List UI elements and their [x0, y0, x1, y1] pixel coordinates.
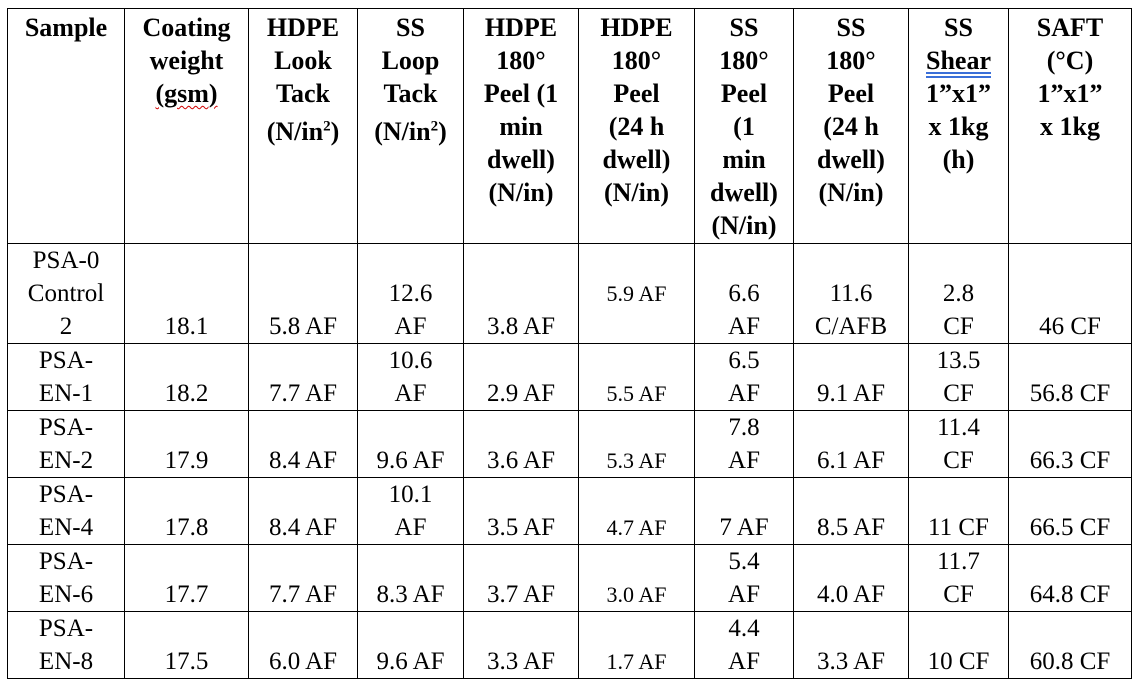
cell-value: 18.2 [164, 380, 209, 407]
cell-line: EN-8 [38, 648, 94, 675]
cell-line: CF [943, 380, 974, 407]
cell-sample [8, 411, 125, 478]
cell-value: 17.9 [164, 447, 209, 474]
cell-ss-shear [909, 344, 1009, 411]
cell-line: 12.6 [388, 280, 433, 307]
cell-value: 5.3 AF [606, 448, 667, 473]
cell-value: 3.5 AF [486, 514, 556, 541]
header-line: (N/in) [818, 178, 884, 207]
column-header-coating-weight [125, 9, 249, 244]
header-line: Coating [142, 13, 231, 42]
cell-value: 8.4 AF [268, 447, 338, 474]
cell-coating-weight [125, 478, 249, 545]
header-line: 180° [496, 46, 546, 75]
header-line: HDPE [266, 13, 340, 42]
column-header-hdpe-peel-24h [579, 9, 695, 244]
cell-value: 18.1 [164, 313, 209, 340]
header-line: Sample [24, 13, 108, 42]
cell-value: 2.9 AF [486, 380, 556, 407]
cell-line: 11.6 [829, 280, 873, 307]
table-row [8, 344, 1132, 411]
cell-line: PSA- [38, 481, 94, 508]
header-line: (°C) [1046, 46, 1094, 75]
cell-line: PSA- [38, 548, 94, 575]
header-line: (N/in) [711, 211, 777, 240]
header-line: $(N/in^2)$ [374, 116, 447, 146]
cell-saft [1009, 545, 1132, 612]
column-header-ss-peel-1min [695, 9, 794, 244]
cell-line: 7 AF [719, 514, 769, 541]
cell-value: 3.7 AF [486, 581, 556, 608]
cell-hdpe-peel-1min [464, 411, 579, 478]
cell-ss-peel-24h [794, 545, 909, 612]
cell-saft [1009, 612, 1132, 679]
header-line: HDPE [484, 13, 558, 42]
cell-hdpe-look-tack [249, 478, 358, 545]
cell-hdpe-peel-24h [579, 411, 695, 478]
cell-line: PSA- [38, 615, 94, 642]
cell-hdpe-peel-1min [464, 612, 579, 679]
cell-hdpe-look-tack [249, 411, 358, 478]
cell-coating-weight [125, 344, 249, 411]
cell-line: 3.3 AF [816, 648, 886, 675]
cell-line: AF [728, 447, 760, 474]
cell-saft [1009, 244, 1132, 344]
table-body [8, 244, 1132, 679]
cell-line: 8.5 AF [816, 514, 886, 541]
cell-line: 9.6 AF [376, 648, 445, 675]
cell-hdpe-peel-1min [464, 545, 579, 612]
cell-sample [8, 478, 125, 545]
header-line: 1”x1” [926, 79, 991, 108]
cell-coating-weight [125, 545, 249, 612]
header-line: dwell) [602, 145, 671, 174]
header-line: x 1kg [1040, 112, 1100, 141]
cell-line: 11.7 [937, 548, 980, 575]
header-line: 180° [826, 46, 876, 75]
cell-line: AF [728, 380, 760, 407]
cell-sample [8, 545, 125, 612]
table-row [8, 411, 1132, 478]
column-header-hdpe-peel-1min [464, 9, 579, 244]
cell-line: 8.3 AF [376, 581, 445, 608]
cell-line: 10 CF [927, 648, 990, 675]
cell-ss-peel-24h [794, 612, 909, 679]
header-line: (24 h [608, 112, 665, 141]
cell-line: CF [943, 313, 974, 340]
cell-hdpe-peel-1min [464, 478, 579, 545]
table-row [8, 612, 1132, 679]
cell-hdpe-peel-24h [579, 612, 695, 679]
cell-ss-loop-tack [358, 478, 464, 545]
cell-ss-shear [909, 244, 1009, 344]
header-line: SS [836, 13, 866, 42]
header-line: Look [274, 46, 332, 75]
cell-line: 11.4 [937, 414, 980, 441]
cell-line: 9.1 AF [816, 380, 886, 407]
header-line: Peel [827, 79, 875, 108]
cell-ss-loop-tack [358, 244, 464, 344]
cell-value: 46 CF [1039, 313, 1101, 340]
cell-value: 66.3 CF [1029, 447, 1111, 474]
header-line: SS [944, 13, 973, 42]
cell-hdpe-peel-24h [579, 344, 695, 411]
cell-sample [8, 612, 125, 679]
table-row [8, 478, 1132, 545]
cell-ss-peel-1min [695, 411, 794, 478]
cell-value: 3.0 AF [606, 582, 667, 607]
cell-value: 66.5 CF [1029, 514, 1111, 541]
cell-ss-peel-24h [794, 411, 909, 478]
cell-line: AF [394, 380, 427, 407]
cell-value: 5.8 AF [268, 313, 338, 340]
cell-line: 4.0 AF [816, 581, 886, 608]
cell-saft [1009, 344, 1132, 411]
cell-sample [8, 344, 125, 411]
cell-saft [1009, 411, 1132, 478]
column-header-ss-shear [909, 9, 1009, 244]
cell-ss-loop-tack [358, 545, 464, 612]
cell-coating-weight [125, 244, 249, 344]
header-line: Shear [926, 46, 991, 75]
cell-value: 5.5 AF [606, 381, 667, 406]
cell-line: 7.8 [728, 414, 760, 441]
cell-value: 3.3 AF [486, 648, 556, 675]
cell-value: 17.7 [164, 581, 209, 608]
header-line: Tack [276, 79, 330, 108]
header-line: weight [149, 46, 224, 75]
cell-line: PSA- [38, 347, 94, 374]
cell-value: 7.7 AF [268, 380, 338, 407]
cell-hdpe-peel-24h [579, 478, 695, 545]
cell-line: CF [943, 581, 974, 608]
column-header-ss-peel-24h [794, 9, 909, 244]
cell-ss-peel-24h [794, 344, 909, 411]
cell-coating-weight [125, 612, 249, 679]
cell-hdpe-peel-1min [464, 344, 579, 411]
column-header-ss-loop-tack [358, 9, 464, 244]
cell-ss-loop-tack [358, 612, 464, 679]
cell-line: 6.5 [728, 347, 760, 374]
header-line: Tack [383, 79, 438, 108]
cell-hdpe-peel-1min [464, 244, 579, 344]
header-line: (24 h [823, 112, 879, 141]
header-line: Peel [720, 79, 768, 108]
adhesive-properties-table [7, 8, 1132, 679]
cell-line: PSA- [38, 414, 94, 441]
cell-ss-peel-1min [695, 545, 794, 612]
cell-line: AF [394, 514, 427, 541]
cell-hdpe-look-tack [249, 545, 358, 612]
cell-line: 6.1 AF [816, 447, 886, 474]
cell-line: 4.4 [728, 615, 760, 642]
header-line: min [499, 112, 543, 141]
cell-ss-shear [909, 612, 1009, 679]
cell-ss-peel-1min [695, 344, 794, 411]
cell-line: EN-2 [38, 447, 94, 474]
cell-line: 11 CF [928, 514, 989, 541]
cell-line: 10.1 [388, 481, 433, 508]
cell-value: 17.8 [164, 514, 209, 541]
cell-value: 60.8 CF [1029, 648, 1111, 675]
column-header-hdpe-look-tack [249, 9, 358, 244]
cell-line: 10.6 [388, 347, 433, 374]
header-line: (gsm) [155, 79, 218, 108]
cell-ss-peel-24h [794, 478, 909, 545]
cell-hdpe-look-tack [249, 612, 358, 679]
header-line: Peel (1 [483, 79, 559, 108]
cell-hdpe-look-tack [249, 244, 358, 344]
cell-hdpe-look-tack [249, 344, 358, 411]
cell-saft [1009, 478, 1132, 545]
cell-line: 2 [59, 313, 73, 340]
header-line: SS [396, 13, 425, 42]
cell-line: 2.8 [942, 280, 975, 307]
header-line: (1 [733, 112, 755, 141]
cell-line: Control [27, 280, 105, 307]
cell-ss-loop-tack [358, 411, 464, 478]
header-line: dwell) [710, 178, 778, 207]
header-row [8, 9, 1132, 244]
cell-value: 3.8 AF [486, 313, 556, 340]
cell-line: AF [728, 648, 760, 675]
header-line: x 1kg [928, 112, 989, 141]
cell-ss-shear [909, 411, 1009, 478]
cell-value: 7.7 AF [268, 581, 338, 608]
column-header-sample [8, 9, 125, 244]
header-line: HDPE [600, 13, 673, 42]
header-line: $(N/in^2)$ [266, 116, 340, 146]
header-line: dwell) [817, 145, 885, 174]
header-line: dwell) [487, 145, 555, 174]
cell-ss-peel-1min [695, 478, 794, 545]
cell-value: 17.5 [164, 648, 209, 675]
cell-coating-weight [125, 411, 249, 478]
header-line: (h) [942, 145, 975, 174]
cell-line: C/AFB [814, 313, 888, 340]
cell-hdpe-peel-24h [579, 244, 695, 344]
header-line: Peel [613, 79, 660, 108]
header-line: (N/in) [604, 178, 669, 207]
cell-line: AF [728, 313, 760, 340]
cell-value: 3.6 AF [486, 447, 556, 474]
header-line: 180° [611, 46, 662, 75]
cell-ss-peel-1min [695, 244, 794, 344]
cell-hdpe-peel-24h [579, 545, 695, 612]
header-line: 180° [719, 46, 769, 75]
header-line: Loop [381, 46, 440, 75]
cell-value: 6.0 AF [268, 648, 338, 675]
cell-value: 4.7 AF [606, 515, 667, 540]
cell-ss-peel-24h [794, 244, 909, 344]
cell-line: PSA-0 [32, 247, 100, 274]
cell-line: 5.4 [728, 548, 760, 575]
cell-line: EN-4 [38, 514, 94, 541]
cell-line: 9.6 AF [376, 447, 445, 474]
cell-line: CF [943, 447, 974, 474]
cell-line: AF [728, 581, 760, 608]
cell-line: 13.5 [936, 347, 981, 374]
cell-value: 5.9 AF [606, 281, 667, 306]
cell-line: 6.6 [728, 280, 760, 307]
column-header-saft [1009, 9, 1132, 244]
cell-ss-loop-tack [358, 344, 464, 411]
cell-ss-peel-1min [695, 612, 794, 679]
cell-line: AF [394, 313, 427, 340]
cell-ss-shear [909, 478, 1009, 545]
table-row [8, 244, 1132, 344]
cell-value: 1.7 AF [606, 649, 667, 674]
table-row [8, 545, 1132, 612]
cell-line: EN-1 [38, 380, 94, 407]
cell-sample [8, 244, 125, 344]
cell-value: 8.4 AF [268, 514, 338, 541]
cell-value: 64.8 CF [1029, 581, 1111, 608]
header-line: min [722, 145, 766, 174]
cell-value: 56.8 CF [1029, 380, 1111, 407]
header-line: SAFT [1036, 13, 1104, 42]
cell-ss-shear [909, 545, 1009, 612]
header-line: 1”x1” [1037, 79, 1103, 108]
header-line: (N/in) [488, 178, 554, 207]
cell-line: EN-6 [38, 581, 94, 608]
header-line: SS [729, 13, 759, 42]
